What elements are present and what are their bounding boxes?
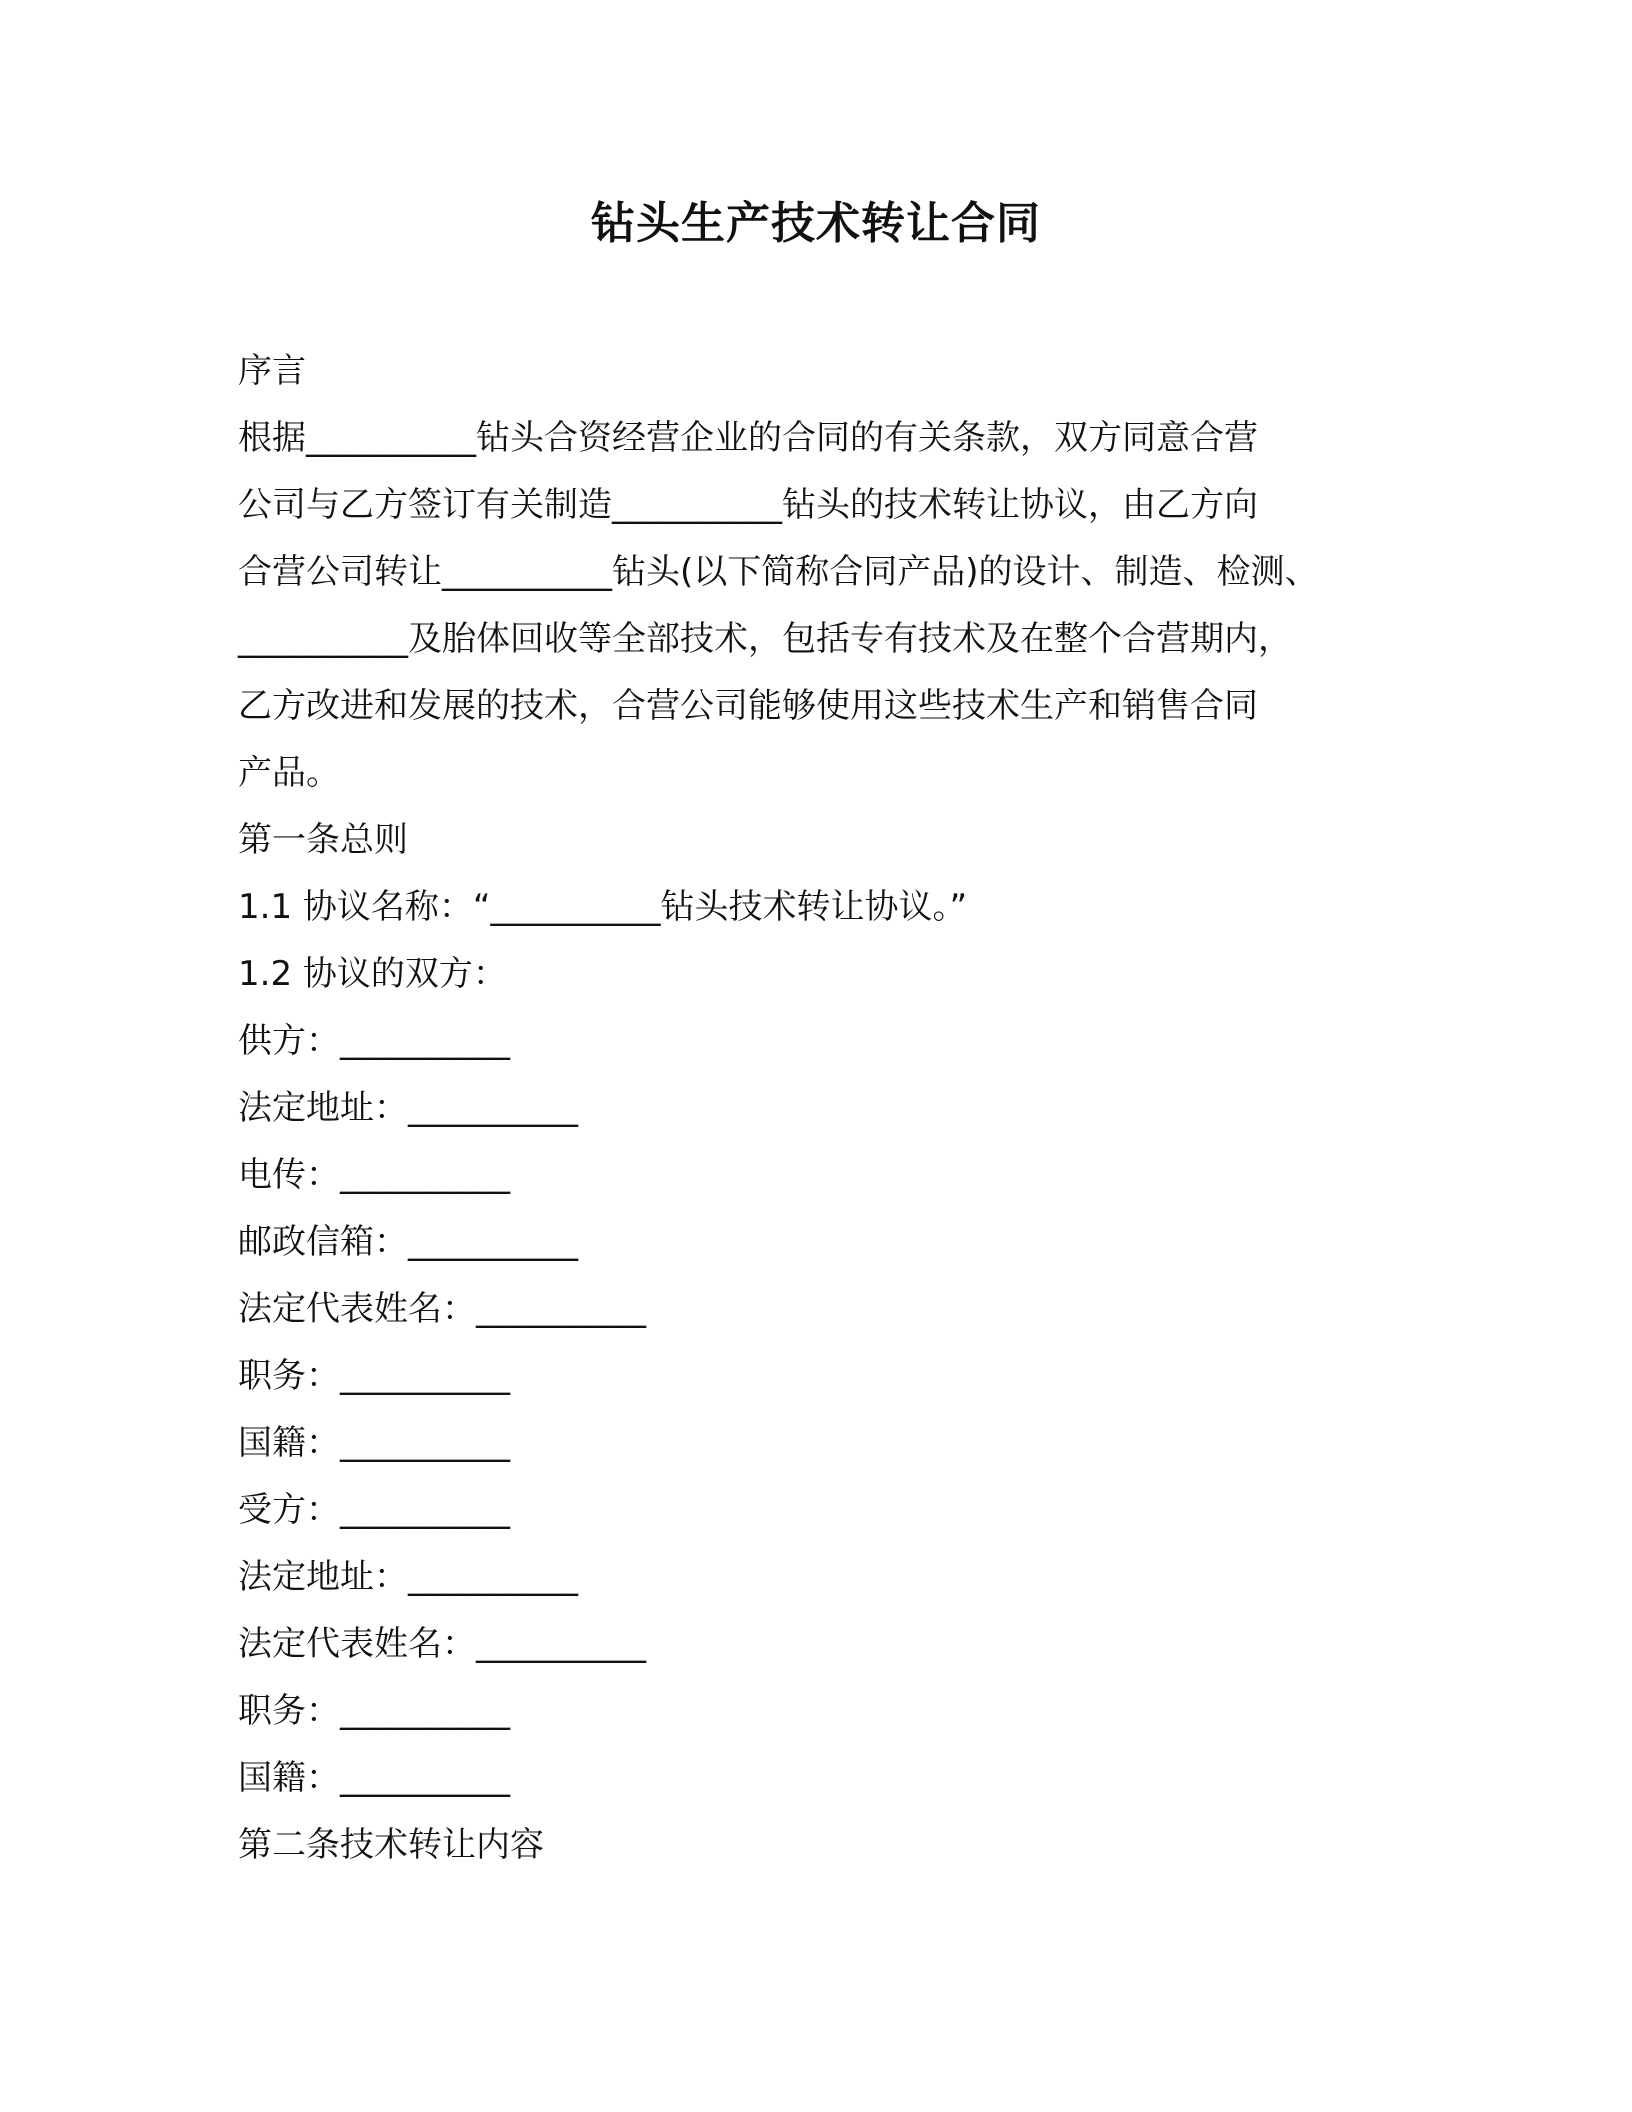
recipient-field: 受方：__________ xyxy=(238,1490,510,1530)
supplier-representative-field: 法定代表姓名：__________ xyxy=(238,1289,646,1329)
recipient-representative-field: 法定代表姓名：__________ xyxy=(238,1624,646,1664)
supplier-nationality-field: 国籍：__________ xyxy=(238,1423,510,1463)
recipient-position-field: 职务：__________ xyxy=(238,1691,510,1731)
preface-line-1: 根据__________钻头合资经营企业的合同的有关条款，双方同意合营 xyxy=(238,418,1258,458)
preface-line-5: 乙方改进和发展的技术，合营公司能够使用这些技术生产和销售合同 xyxy=(238,686,1258,726)
supplier-field: 供方：__________ xyxy=(238,1021,510,1061)
supplier-pobox-field: 邮政信箱：__________ xyxy=(238,1222,578,1262)
supplier-address-field: 法定地址：__________ xyxy=(238,1088,578,1128)
article-2-heading: 第二条技术转让内容 xyxy=(238,1825,544,1865)
recipient-address-field: 法定地址：__________ xyxy=(238,1557,578,1597)
document-title: 钻头生产技术转让合同 xyxy=(591,198,1041,249)
preface-line-6: 产品。 xyxy=(238,753,340,793)
recipient-nationality-field: 国籍：__________ xyxy=(238,1758,510,1798)
preface-heading: 序言 xyxy=(238,351,306,391)
supplier-telex-field: 电传：__________ xyxy=(238,1155,510,1195)
article-1-heading: 第一条总则 xyxy=(238,820,408,860)
clause-1-2: 1.2 协议的双方： xyxy=(238,954,507,994)
preface-line-2: 公司与乙方签订有关制造__________钻头的技术转让协议，由乙方向 xyxy=(238,485,1258,525)
document-body xyxy=(238,338,1418,1879)
preface-line-3: 合营公司转让__________钻头(以下简称合同产品)的设计、制造、检测、 xyxy=(238,552,1319,592)
clause-1-1: 1.1 协议名称：“__________钻头技术转让协议。” xyxy=(238,887,968,927)
preface-line-4: __________及胎体回收等全部技术，包括专有技术及在整个合营期内， xyxy=(238,619,1292,659)
supplier-position-field: 职务：__________ xyxy=(238,1356,510,1396)
